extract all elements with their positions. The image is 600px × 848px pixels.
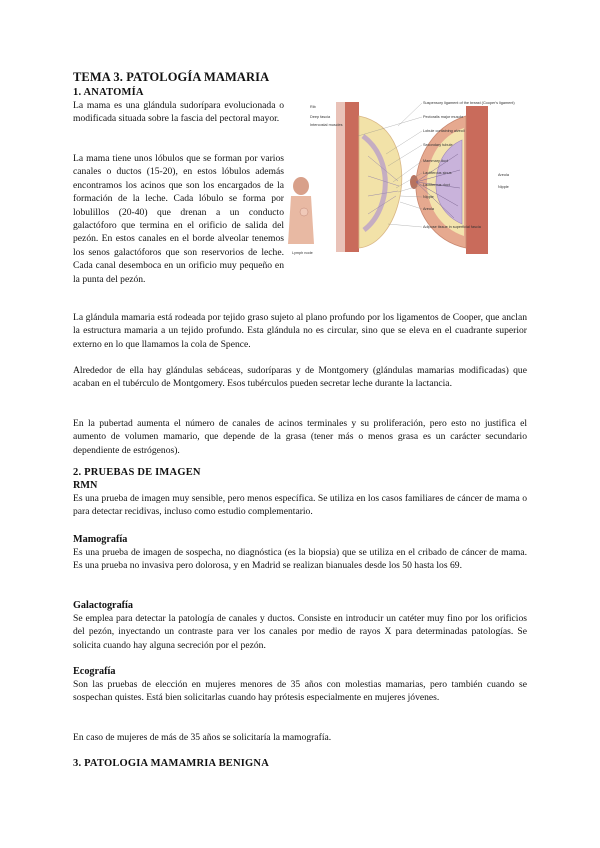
- paragraph-ecografia: Son las pruebas de elección en mujeres menores de 35 años con molestias mamarias, pero también cuando se sospechan quistes. Está bien solicitarlas cuando hay prótesis especialmente en mujeres jóvenes.: [73, 679, 527, 704]
- heading-anatomia: 1. ANATOMÍA: [73, 87, 144, 98]
- paragraph-ecografia-note: En caso de mujeres de más de 35 años se solicitaría la mamografía.: [73, 732, 332, 743]
- label-cooper: Suspensory ligament of the breast (Cooper's ligament): [423, 101, 515, 105]
- label-lactiferous-duct: Lactiferous duct: [423, 183, 450, 187]
- label-lactiferous-sinus: Lactiferous sinus: [423, 171, 452, 175]
- subheading-mamografia: Mamografía: [73, 534, 128, 545]
- label-pectoralis: Pectoralis major muscle: [423, 115, 464, 119]
- breast-anatomy-figure: [288, 96, 528, 258]
- label-nipple: Nipple: [423, 195, 434, 199]
- paragraph-anatomia-5: En la pubertad aumenta el número de canales de acinos terminales y su proliferación, pero esto no justifica el aumento de volumen mamario, que depende de la grasa (tener más o menos grasa es un carácter secundario dependiente de estrógenos).: [73, 418, 527, 456]
- breast-anatomy-illustration: [288, 96, 528, 258]
- heading-pruebas: 2. PRUEBAS DE IMAGEN: [73, 467, 201, 478]
- label-intercostal: Intercostal muscles: [310, 123, 343, 127]
- subheading-rmn: RMN: [73, 480, 98, 491]
- label-nipple-right: Nipple: [498, 185, 509, 189]
- heading-benigna: 3. PATOLOGIA MAMAMRIA BENIGNA: [73, 758, 269, 769]
- paragraph-galactografia: Se emplea para detectar la patología de canales y ductos. Consiste en introducir un catéter muy fino por los orificios del pezón, inyectando un contraste para ver los canales por medio de rayos X para determinadas patologías. Se solicita cuando hay alguna secreción por el pezón.: [73, 613, 527, 651]
- inset-figure: [288, 177, 314, 255]
- pectoral-muscle-left: [345, 102, 359, 252]
- paragraph-rmn: Es una prueba de imagen muy sensible, pero menos específica. Se utiliza en los casos familiares de cáncer de mama o para detectar recidivas, incluso como estudio complementario.: [73, 493, 527, 518]
- label-lobule: Lobule containing alveoli: [423, 129, 465, 133]
- paragraph-anatomia-2: La mama tiene unos lóbulos que se forman por varios canales o ductos (15-20), en estos lóbulos además encontramos los acinos que son los encargados de la formación de la leche. Cada lóbulo se forma por lobulillos (20-40) que drenan a un conducto galactóforo que termina en el orificio de salida del pezón. En estos canales en el borde alveolar tenemos los senos galactóforos que son reservorios de leche. Cada canal desemboca en un orificio muy pequeño en la punta del pezón.: [73, 153, 284, 285]
- paragraph-anatomia-3: La glándula mamaria está rodeada por tejido graso sujeto al plano profundo por los ligamentos de Cooper, que anclan la estructura mamaria a un tejido profundo. Esta glándula no es circular, sino que se eleva en el cuadrante superior externo en lo que llamamos la cola de Spence.: [73, 312, 527, 350]
- label-mammary-duct: Mammary duct: [423, 159, 449, 163]
- label-adipose: Adipose tissue in superficial fascia: [423, 225, 481, 229]
- label-areola: Areola: [423, 207, 434, 211]
- label-areola-right: Areola: [498, 173, 509, 177]
- page-title: TEMA 3. PATOLOGÍA MAMARIA: [73, 70, 270, 84]
- paragraph-mamografia: Es una prueba de imagen de sospecha, no diagnóstica (es la biopsia) que se utiliza en el cribado de cáncer de mama. Es una prueba no invasiva pero dolorosa, y en Madrid se realizan bianuales desde los 50 hasta los 69.: [73, 547, 527, 572]
- pectoral-muscle-right: [466, 106, 488, 254]
- label-secondary-tubule: Secondary tubule: [423, 143, 453, 147]
- paragraph-anatomia-1: La mama es una glándula sudorípara evolucionada o modificada situada sobre la fascia del pectoral mayor.: [73, 100, 284, 125]
- subheading-ecografia: Ecografía: [73, 666, 116, 677]
- label-deep-fascia: Deep fascia: [310, 115, 331, 119]
- subheading-galactografia: Galactografía: [73, 600, 133, 611]
- label-rib: Rib: [310, 105, 316, 109]
- inset-caption: Lymph node: [292, 251, 313, 255]
- paragraph-anatomia-4: Alrededor de ella hay glándulas sebáceas, sudoríparas y de Montgomery (glándulas mamarias modificadas) que acaban en el tubérculo de Montgomery. Esos tubérculos pueden secretar leche durante la lactancia.: [73, 365, 527, 390]
